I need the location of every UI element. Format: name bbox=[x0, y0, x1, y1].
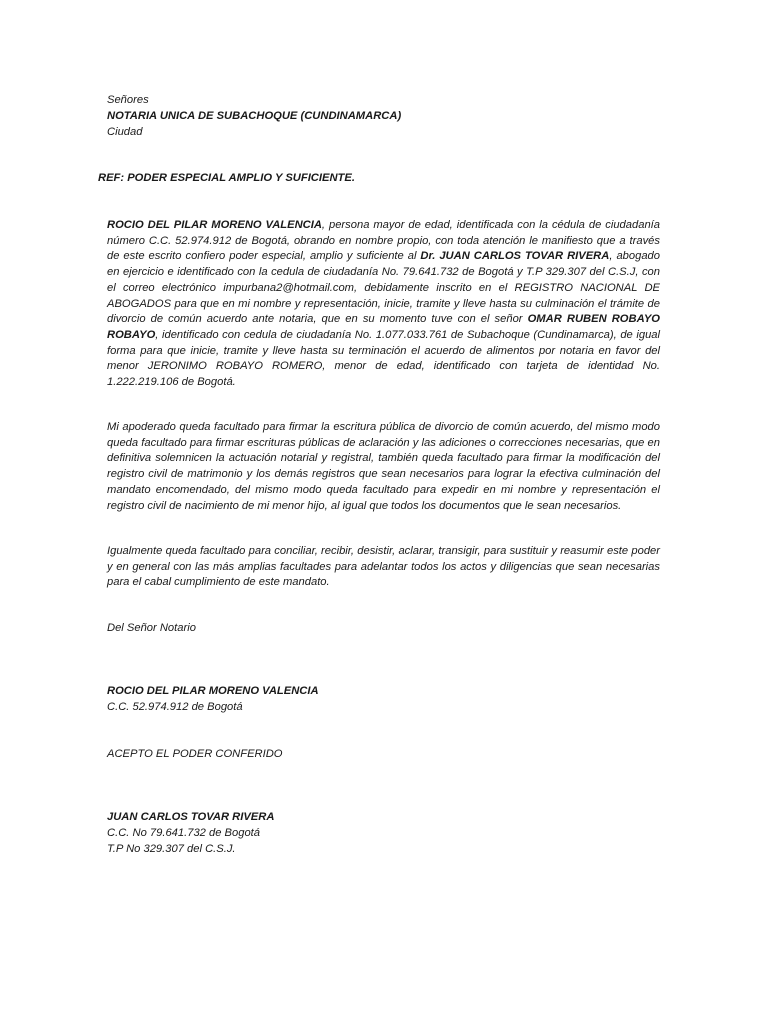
attorney-name: Dr. JUAN CARLOS TOVAR RIVERA bbox=[420, 250, 610, 263]
paragraph-grant-text-a: , persona mayor de edad, identificada con la cédula de ciudadanía número C.C. 52.974.912 de Bogotá, obrando en nombre propio, con toda atención le manifiesto que a través de este escrito confiero poder especial, amplio y suficiente al bbox=[107, 219, 660, 263]
paragraph-grant-text-c: , identificado con cedula de ciudadanía No. 1.077.033.761 de Subachoque (Cundinamarca), de igual forma para que inicie, tramite y lleve hasta su terminación el acuerdo de alimentos por notaria en favor del menor JERONIMO ROBAYO ROMERO, menor de edad, identificado con tarjeta de identidad No. 1.222.219.106 de Bogotá. bbox=[107, 328, 660, 389]
reference-line: REF: PODER ESPECIAL AMPLIO Y SUFICIENTE. bbox=[98, 172, 355, 184]
signature-attorney-name: JUAN CARLOS TOVAR RIVERA bbox=[107, 811, 275, 823]
grantor-name: ROCIO DEL PILAR MORENO VALENCIA bbox=[107, 219, 322, 231]
city: Ciudad bbox=[107, 126, 143, 138]
paragraph-powers: Mi apoderado queda facultado para firmar la escritura pública de divorcio de común acuerdo, del mismo modo queda facultado para firmar escrituras públicas de aclaración y las adiciones o correcciones necesarias, que en definitiva solemnicen la actuación notarial y registral, también queda facultado para firmar la modificación del registro civil de matrimonio y los demás registros que sean necesarios para lograr la efectiva culminación del mandato encomendado, del mismo modo queda facultado para expedir en mi nombre y representación el registro civil de nacimiento de mi menor hijo, al igual que todos los documentos que le sean necesarios. bbox=[107, 421, 660, 512]
signature-grantor-id: C.C. 52.974.912 de Bogotá bbox=[107, 701, 243, 713]
paragraph-additional-powers: Igualmente queda facultado para conciliar, recibir, desistir, aclarar, transigir, para sustituir y reasumir este poder y en general con las más amplias facultades para adelantar todos los actos y diligencias que sean necesarias para el cabal cumplimiento de este mandato. bbox=[107, 545, 660, 589]
recipient: NOTARIA UNICA DE SUBACHOQUE (CUNDINAMARCA) bbox=[107, 110, 402, 122]
paragraph-grant-text-b: , abogado en ejercicio e identificado con la cedula de ciudadanía No. 79.641.732 de Bogotá y T.P 329.307 del C.S.J, con el correo electrónico impurbana2@hotmail.com, debidamente inscrito en el REGISTRO NACIONAL DE ABOGADOS para que en mi nombre y representación, inicie, tramite y lleve hasta su culminación el trámite de divorcio de común acuerdo ante notaria, que en su momento tuve con el señor bbox=[107, 250, 660, 326]
signature-attorney-license: T.P No 329.307 del C.S.J. bbox=[107, 843, 236, 855]
spouse-name: OMAR RUBEN ROBAYO ROBAYO bbox=[107, 313, 660, 341]
closing-line: Del Señor Notario bbox=[107, 622, 196, 634]
signature-attorney-id: C.C. No 79.641.732 de Bogotá bbox=[107, 827, 261, 839]
salutation: Señores bbox=[107, 94, 149, 106]
paragraph-grant bbox=[107, 218, 660, 391]
acceptance-line: ACEPTO EL PODER CONFERIDO bbox=[107, 748, 283, 760]
signature-grantor-name: ROCIO DEL PILAR MORENO VALENCIA bbox=[107, 685, 319, 697]
